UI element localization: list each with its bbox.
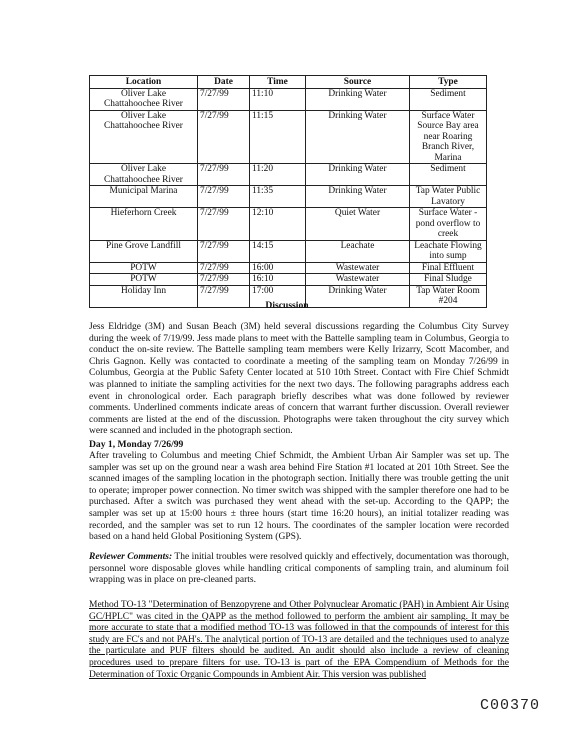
cell-date: 7/27/99 bbox=[198, 88, 250, 110]
cell-source: Drinking Water bbox=[306, 164, 410, 186]
discussion-heading: Discussion bbox=[265, 300, 309, 311]
cell-date: 7/27/99 bbox=[198, 110, 250, 164]
cell-source: Drinking Water bbox=[306, 285, 410, 307]
cell-time: 12:10 bbox=[250, 208, 306, 241]
cell-source: Leachate bbox=[306, 240, 410, 262]
cell-location: Holiday Inn bbox=[90, 285, 198, 307]
cell-location: POTW bbox=[90, 274, 198, 286]
cell-location: Oliver Lake Chattahoochee River bbox=[90, 88, 198, 110]
cell-date: 7/27/99 bbox=[198, 274, 250, 286]
cell-time: 11:15 bbox=[250, 110, 306, 164]
cell-source: Wastewater bbox=[306, 274, 410, 286]
cell-date: 7/27/99 bbox=[198, 164, 250, 186]
cell-type: Sediment bbox=[410, 88, 487, 110]
col-header-type: Type bbox=[410, 76, 487, 89]
cell-type: Surface Water Source Bay area near Roaring Branch River, Marina bbox=[410, 110, 487, 164]
table-row bbox=[90, 110, 487, 164]
table-row bbox=[90, 186, 487, 208]
table-row bbox=[90, 208, 487, 241]
cell-date: 7/27/99 bbox=[198, 240, 250, 262]
cell-type: Tap Water Room #204 bbox=[410, 285, 487, 307]
cell-date: 7/27/99 bbox=[198, 208, 250, 241]
cell-type: Final Sludge bbox=[410, 274, 487, 286]
cell-location: Oliver Lake Chattahoochee River bbox=[90, 110, 198, 164]
cell-date: 7/27/99 bbox=[198, 186, 250, 208]
cell-time: 11:10 bbox=[250, 88, 306, 110]
table-row bbox=[90, 164, 487, 186]
day1-paragraph: After traveling to Columbus and meeting Chief Schmidt, the Ambient Urban Air Sampler was set up. The sampler was set up on the ground near a wash area behind Fire Station #1 located at 201 10th Street. See the scanned images of the sampling location in the photograph section. Initially there was trouble getting the unit to operate; improper power connection. No timer switch was shipped with the sampler therefore one had to be purchased. After a switch was purchased they went ahead with the set-up. According to the QAPP; the sampler was set up at 15:00 hours ± three hours (start time 16:20 hours), an initial totalizer reading was recorded, and the sampler was set to run 12 hours. The coordinates of the sampler location were recorded based on a hand held Global Positioning System (GPS). bbox=[89, 451, 509, 543]
table-row bbox=[90, 88, 487, 110]
table-row bbox=[90, 274, 487, 286]
cell-location: POTW bbox=[90, 262, 198, 274]
reviewer-comments-label: Reviewer Comments: bbox=[89, 552, 173, 562]
cell-time: 11:20 bbox=[250, 164, 306, 186]
col-header-location: Location bbox=[90, 76, 198, 89]
day1-heading: Day 1, Monday 7/26/99 bbox=[89, 439, 184, 450]
cell-date: 7/27/99 bbox=[198, 262, 250, 274]
reviewer-comments-text: The initial troubles were resolved quickly and effectively, documentation was thorough, personnel wore disposable gloves while handling critical components of sampling train, and aluminum foil wrapping was in place on pre-cleaned parts. bbox=[89, 552, 509, 586]
cell-time: 14:15 bbox=[250, 240, 306, 262]
col-header-source: Source bbox=[306, 76, 410, 89]
sampling-table bbox=[89, 75, 487, 308]
cell-time: 11:35 bbox=[250, 186, 306, 208]
cell-type: Sediment bbox=[410, 164, 487, 186]
page-stamp: C00370 bbox=[480, 697, 541, 714]
cell-time: 16:00 bbox=[250, 262, 306, 274]
cell-source: Drinking Water bbox=[306, 186, 410, 208]
cell-type: Final Effluent bbox=[410, 262, 487, 274]
table-header-row bbox=[90, 76, 487, 89]
reviewer-comments-paragraph bbox=[89, 552, 509, 587]
method-to13-paragraph: Method TO-13 "Determination of Benzopyrene and Other Polynuclear Aromatic (PAH) in Ambient Air Using GC/HPLC" was cited in the QAPP as the method followed to perform the ambient air sampling. It may be more accurate to state that a modified method TO-13 was followed in that the compounds of interest for this study are FC's and not PAH's. The analytical portion of TO-13 are detailed and the techniques used to analyze the particulate and PUF filters should be audited. An audit should also include a review of cleaning procedures used to prepare filters for use. TO-13 is part of the EPA Compendium of Methods for the Determination of Toxic Organic Compounds in Ambient Air. This version was published bbox=[89, 600, 509, 680]
cell-type: Leachate Flowing into sump bbox=[410, 240, 487, 262]
cell-source: Drinking Water bbox=[306, 110, 410, 164]
table-row bbox=[90, 262, 487, 274]
cell-type: Surface Water - pond overflow to creek bbox=[410, 208, 487, 241]
col-header-time: Time bbox=[250, 76, 306, 89]
cell-type: Tap Water Public Lavatory bbox=[410, 186, 487, 208]
cell-location: Oliver Lake Chattahoochee River bbox=[90, 164, 198, 186]
cell-location: Pine Grove Landfill bbox=[90, 240, 198, 262]
cell-location: Municipal Marina bbox=[90, 186, 198, 208]
cell-time: 16:10 bbox=[250, 274, 306, 286]
cell-time: 17:00 bbox=[250, 285, 306, 307]
discussion-paragraph-1: Jess Eldridge (3M) and Susan Beach (3M) held several discussions regarding the Columbus City Survey during the week of 7/19/99. Jess made plans to meet with the Battelle sampling team in Columbus, Georgia to conduct the on-site review. The Battelle sampling team members were Kelly Irizarry, Scott Macomber, and Chris Gagnon. Kelly was contacted to coordinate a meeting of the sampling team on Monday 7/26/99 in Columbus, Georgia at the Public Safety Center located at 510 10th Street. Contact with Fire Chief Schmidt was planned to initiate the sampling activities for the next two days. The following paragraphs address each event in chronological order. Each paragraph briefly describes what was done followed by reviewer comments. Underlined comments indicate areas of concern that warrant further discussion. Overall reviewer comments are listed at the end of the discussion. Photographs were taken throughout the city survey which were scanned and included in the photograph section. bbox=[89, 322, 509, 437]
cell-source: Wastewater bbox=[306, 262, 410, 274]
cell-source: Drinking Water bbox=[306, 88, 410, 110]
col-header-date: Date bbox=[198, 76, 250, 89]
cell-location: Hieferhorn Creek bbox=[90, 208, 198, 241]
cell-source: Quiet Water bbox=[306, 208, 410, 241]
table-row bbox=[90, 240, 487, 262]
cell-date: 7/27/99 bbox=[198, 285, 250, 307]
